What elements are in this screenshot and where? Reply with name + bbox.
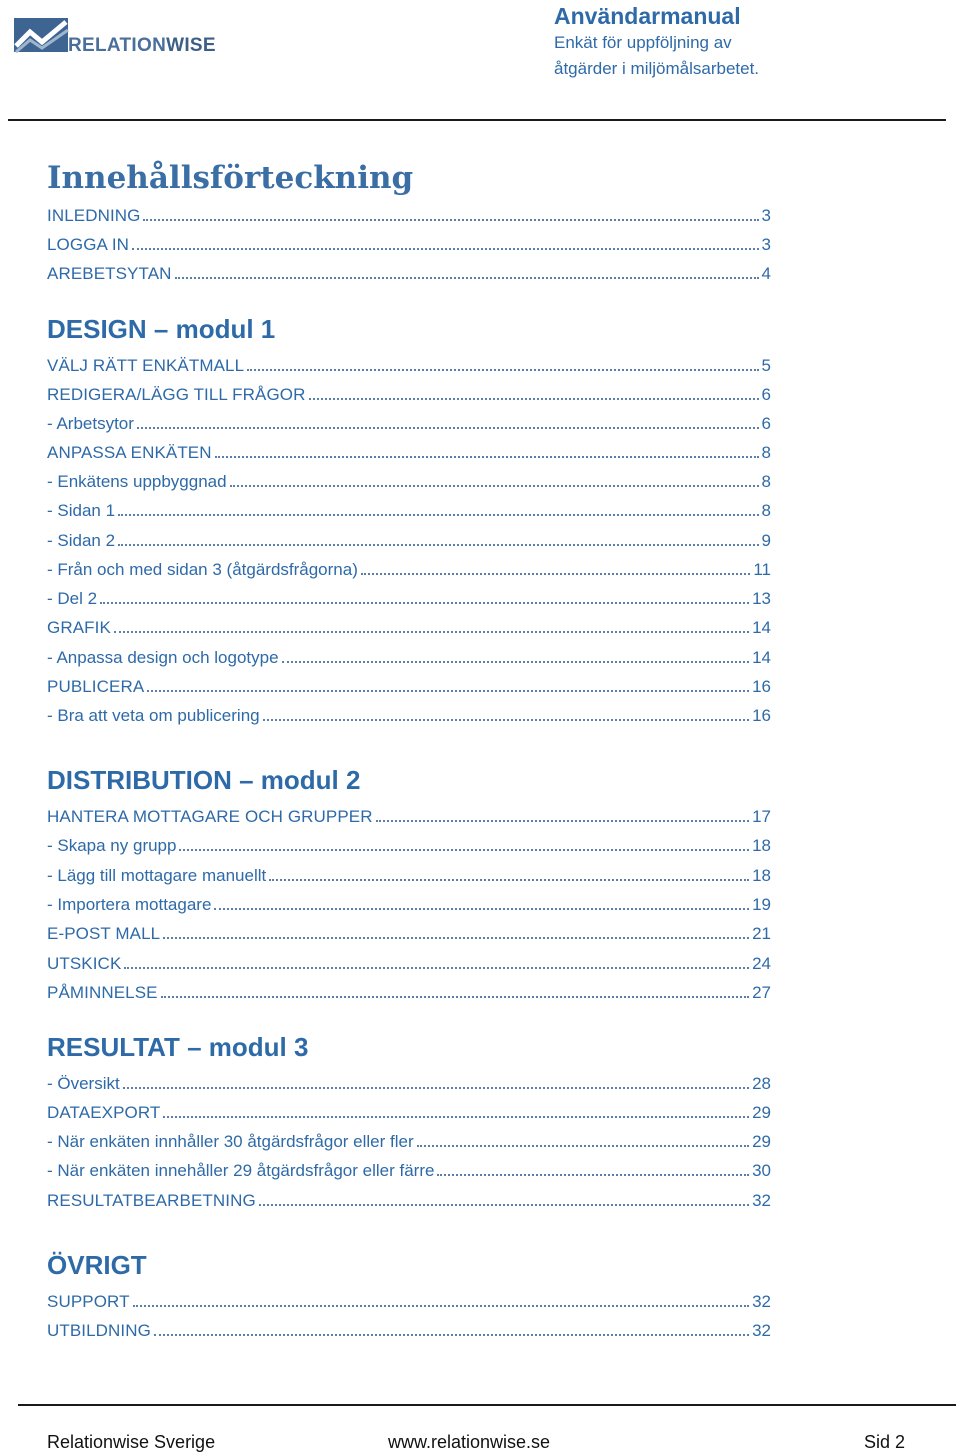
toc-entry-label: - När enkäten innhåller 30 åtgärdsfrågor eller fler <box>47 1132 414 1151</box>
toc-leader-dots <box>175 277 759 279</box>
toc-entry-resultatbearbetning[interactable] <box>47 1190 771 1212</box>
toc-leader-dots <box>309 398 759 400</box>
toc-leader-dots <box>118 544 758 546</box>
toc-leader-dots <box>100 602 749 604</box>
toc-entry-page: 14 <box>752 648 771 667</box>
toc-entry-label: SUPPORT <box>47 1292 130 1311</box>
toc-title: Innehållsförteckning <box>47 160 414 196</box>
toc-leader-dots <box>133 1305 750 1307</box>
toc-leader-dots <box>282 661 750 663</box>
toc-entry-valj-ratt-enkatmall[interactable] <box>47 355 771 377</box>
toc-leader-dots <box>114 631 749 633</box>
toc-entry-page: 30 <box>752 1161 771 1180</box>
toc-leader-dots <box>215 456 759 458</box>
toc-entry-skapa-ny-grupp[interactable] <box>47 835 771 857</box>
toc-entry-redigera-lagg-till-fragor[interactable] <box>47 384 771 406</box>
toc-leader-dots <box>417 1145 749 1147</box>
relationwise-logo-icon <box>14 16 72 56</box>
toc-entry-30-atgardsfragor-eller-fler[interactable] <box>47 1131 771 1153</box>
toc-entry-page: 16 <box>752 706 771 725</box>
toc-leader-dots <box>118 514 758 516</box>
toc-entry-label: - Sidan 1 <box>47 501 116 520</box>
toc-entry-page: 18 <box>752 836 771 855</box>
header-title-block <box>554 2 954 82</box>
toc-entry-label: VÄLJ RÄTT ENKÄTMALL <box>47 356 245 375</box>
toc-entry-label: - Arbetsytor <box>47 414 134 433</box>
toc-entry-page: 29 <box>752 1132 771 1151</box>
toc-entry-page: 24 <box>752 954 771 973</box>
toc-entry-label: - Från och med sidan 3 (åtgärdsfrågorna) <box>47 560 358 579</box>
footer-divider <box>18 1404 956 1406</box>
toc-leader-dots <box>161 996 749 998</box>
document-subtitle-line2: åtgärder i miljömålsarbetet. <box>554 59 760 78</box>
toc-entry-anpassa-design-och-logotype[interactable] <box>47 647 771 669</box>
toc-entry-enkatens-uppbyggnad[interactable] <box>47 471 771 493</box>
toc-leader-dots <box>361 573 750 575</box>
toc-entry-page: 27 <box>752 983 771 1002</box>
toc-leader-dots <box>124 967 749 969</box>
toc-entry-page: 3 <box>761 206 771 225</box>
toc-leader-dots <box>179 849 749 851</box>
toc-entry-page: 5 <box>761 356 771 375</box>
toc-entry-page: 11 <box>753 560 771 579</box>
toc-entry-utskick[interactable] <box>47 953 771 975</box>
toc-entry-page: 16 <box>752 677 771 696</box>
toc-entry-utbildning[interactable] <box>47 1320 771 1342</box>
toc-entry-logga-in[interactable] <box>47 234 771 256</box>
section-heading-distribution: DISTRIBUTION – modul 2 <box>47 765 361 795</box>
toc-entry-hantera-mottagare[interactable] <box>47 806 771 828</box>
toc-entry-bra-att-veta-om-publicering[interactable] <box>47 705 771 727</box>
toc-entry-29-atgardsfragor-eller-farre[interactable] <box>47 1160 771 1182</box>
toc-entry-page: 17 <box>752 807 771 826</box>
toc-entry-arebetsytan[interactable] <box>47 263 771 285</box>
footer-company: Relationwise Sverige <box>47 1432 216 1452</box>
toc-entry-label: - Skapa ny grupp <box>47 836 177 855</box>
toc-leader-dots <box>132 248 758 250</box>
toc-leader-dots <box>143 219 758 221</box>
logo-wordmark <box>68 36 216 56</box>
toc-entry-page: 9 <box>761 531 771 550</box>
toc-leader-dots <box>137 427 759 429</box>
toc-entry-label: - Sidan 2 <box>47 531 116 550</box>
toc-entry-page: 32 <box>752 1321 771 1340</box>
toc-entry-page: 8 <box>761 472 771 491</box>
relationwise-logo <box>14 16 239 56</box>
toc-entry-label: E-POST MALL <box>47 924 161 943</box>
toc-leader-dots <box>437 1174 749 1176</box>
toc-leader-dots <box>123 1087 749 1089</box>
toc-entry-page: 29 <box>752 1103 771 1122</box>
toc-entry-page: 6 <box>761 385 771 404</box>
toc-entry-label: - Enkätens uppbyggnad <box>47 472 227 491</box>
toc-entry-grafik[interactable] <box>47 617 771 639</box>
toc-entry-page: 32 <box>752 1292 771 1311</box>
toc-leader-dots <box>147 690 749 692</box>
toc-entry-del-2[interactable] <box>47 588 771 610</box>
toc-entry-dataexport[interactable] <box>47 1102 771 1124</box>
logo-text-relation: RELATION <box>68 35 167 56</box>
toc-entry-label: UTBILDNING <box>47 1321 151 1340</box>
toc-entry-label: INLEDNING <box>47 206 141 225</box>
toc-entry-label: GRAFIK <box>47 618 111 637</box>
toc-leader-dots <box>154 1334 749 1336</box>
toc-entry-sidan-2[interactable] <box>47 530 771 552</box>
toc-entry-page: 6 <box>761 414 771 433</box>
toc-entry-page: 4 <box>761 264 771 283</box>
toc-entry-label: AREBETSYTAN <box>47 264 172 283</box>
toc-entry-label: HANTERA MOTTAGARE OCH GRUPPER <box>47 807 373 826</box>
toc-entry-publicera[interactable] <box>47 676 771 698</box>
footer-website-link[interactable]: www.relationwise.se <box>388 1432 551 1452</box>
toc-entry-lagg-till-mottagare[interactable] <box>47 865 771 887</box>
toc-leader-dots <box>259 1204 749 1206</box>
toc-entry-inledning[interactable] <box>47 205 771 227</box>
toc-leader-dots <box>263 719 749 721</box>
toc-entry-oversikt[interactable] <box>47 1073 771 1095</box>
toc-entry-label: REDIGERA/LÄGG TILL FRÅGOR <box>47 385 306 404</box>
toc-leader-dots <box>230 485 759 487</box>
toc-entry-page: 8 <box>761 443 771 462</box>
toc-entry-label: PUBLICERA <box>47 677 145 696</box>
footer-page-number: Sid 2 <box>864 1432 906 1452</box>
toc-entry-anpassa-enkaten[interactable] <box>47 442 771 464</box>
toc-leader-dots <box>269 879 749 881</box>
document-subtitle-line1: Enkät för uppföljning av <box>554 33 732 52</box>
toc-entry-label: - Del 2 <box>47 589 98 608</box>
toc-entry-fran-och-med-sidan-3[interactable] <box>47 559 771 581</box>
logo-text-wise: WISE <box>166 35 216 56</box>
toc-entry-arbetsytor[interactable] <box>47 413 771 435</box>
toc-entry-label: UTSKICK <box>47 954 122 973</box>
toc-entry-page: 28 <box>752 1074 771 1093</box>
toc-entry-page: 19 <box>752 895 771 914</box>
toc-entry-label: LOGGA IN <box>47 235 130 254</box>
toc-entry-label: ANPASSA ENKÄTEN <box>47 443 212 462</box>
toc-leader-dots <box>163 1116 749 1118</box>
toc-entry-label: DATAEXPORT <box>47 1103 161 1122</box>
toc-entry-label: RESULTATBEARBETNING <box>47 1191 256 1210</box>
toc-entry-label: - När enkäten innehåller 29 åtgärdsfrågor eller färre <box>47 1161 435 1180</box>
toc-entry-e-post-mall[interactable] <box>47 923 771 945</box>
toc-entry-support[interactable] <box>47 1291 771 1313</box>
document-title: Användarmanual <box>554 3 741 29</box>
toc-entry-page: 21 <box>752 924 771 943</box>
header-divider <box>8 119 946 121</box>
toc-leader-dots <box>214 908 749 910</box>
toc-entry-label: - Anpassa design och logotype <box>47 648 279 667</box>
toc-entry-label: - Bra att veta om publicering <box>47 706 260 725</box>
toc-entry-label: PÅMINNELSE <box>47 983 158 1002</box>
toc-entry-label: - Lägg till mottagare manuellt <box>47 866 267 885</box>
toc-entry-importera-mottagare[interactable] <box>47 894 771 916</box>
toc-entry-page: 3 <box>761 235 771 254</box>
section-heading-design: DESIGN – modul 1 <box>47 314 276 344</box>
toc-entry-page: 8 <box>761 501 771 520</box>
toc-entry-page: 13 <box>752 589 771 608</box>
toc-entry-label: - Översikt <box>47 1074 120 1093</box>
toc-leader-dots <box>163 937 749 939</box>
section-heading-resultat: RESULTAT – modul 3 <box>47 1032 309 1062</box>
section-heading-ovrigt: ÖVRIGT <box>47 1250 147 1280</box>
toc-entry-paminnelse[interactable] <box>47 982 771 1004</box>
toc-entry-page: 32 <box>752 1191 771 1210</box>
toc-entry-page: 18 <box>752 866 771 885</box>
toc-entry-page: 14 <box>752 618 771 637</box>
toc-leader-dots <box>376 820 749 822</box>
toc-entry-label: - Importera mottagare <box>47 895 212 914</box>
toc-entry-sidan-1[interactable] <box>47 500 771 522</box>
toc-leader-dots <box>247 369 758 371</box>
